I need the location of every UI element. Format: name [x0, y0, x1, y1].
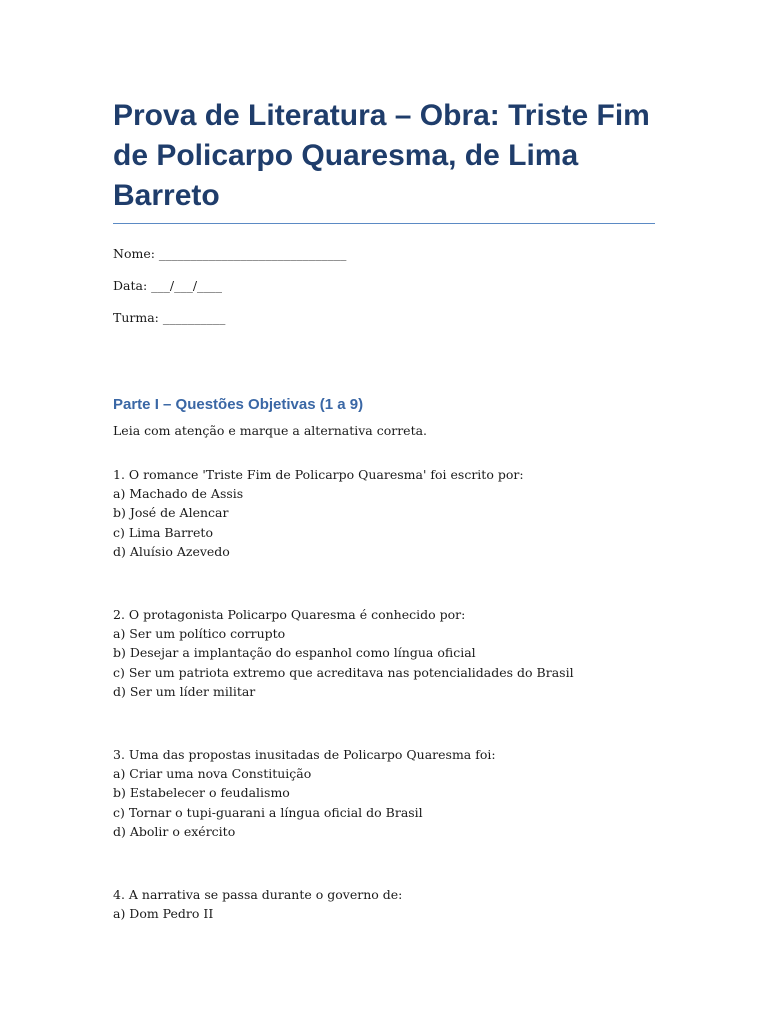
option-d: d) Ser um líder militar [113, 683, 256, 699]
section-heading: Parte I – Questões Objetivas (1 a 9) [113, 396, 364, 413]
option-c: c) Tornar o tupi-guarani a língua oficial do Brasil [113, 804, 423, 820]
question-text: 3. Uma das propostas inusitadas de Policarpo Quaresma foi: [113, 747, 496, 763]
question-text: 4. A narrativa se passa durante o governo de: [113, 887, 403, 903]
class-field: Turma: __________ [113, 310, 226, 325]
option-b: b) Desejar a implantação do espanhol como língua oficial [113, 645, 476, 661]
option-a: a) Criar uma nova Constituição [113, 766, 312, 782]
question-1 [113, 465, 655, 561]
section-instructions: Leia com atenção e marque a alternativa correta. [113, 423, 428, 438]
option-c: c) Ser um patriota extremo que acreditava nas potencialidades do Brasil [113, 664, 574, 680]
student-info [113, 244, 655, 340]
question-2 [113, 605, 655, 701]
option-b: b) Estabelecer o feudalismo [113, 785, 290, 801]
option-a: a) Ser um político corrupto [113, 626, 286, 642]
date-field: Data: ___/___/____ [113, 278, 223, 293]
option-d: d) Aluísio Azevedo [113, 543, 230, 559]
name-field: Nome: ______________________________ [113, 246, 347, 261]
question-text: 1. O romance 'Triste Fim de Policarpo Quaresma' foi escrito por: [113, 467, 524, 482]
option-b: b) José de Alencar [113, 505, 229, 521]
question-4 [113, 885, 655, 923]
option-a: a) Machado de Assis [113, 486, 244, 502]
document-title: Prova de Literatura – Obra: Triste Fim de Policarpo Quaresma, de Lima Barreto [113, 96, 655, 224]
option-d: d) Abolir o exército [113, 823, 236, 839]
question-text: 2. O protagonista Policarpo Quaresma é conhecido por: [113, 607, 466, 623]
option-a: a) Dom Pedro II [113, 906, 214, 922]
question-3 [113, 745, 655, 841]
option-c: c) Lima Barreto [113, 524, 213, 540]
